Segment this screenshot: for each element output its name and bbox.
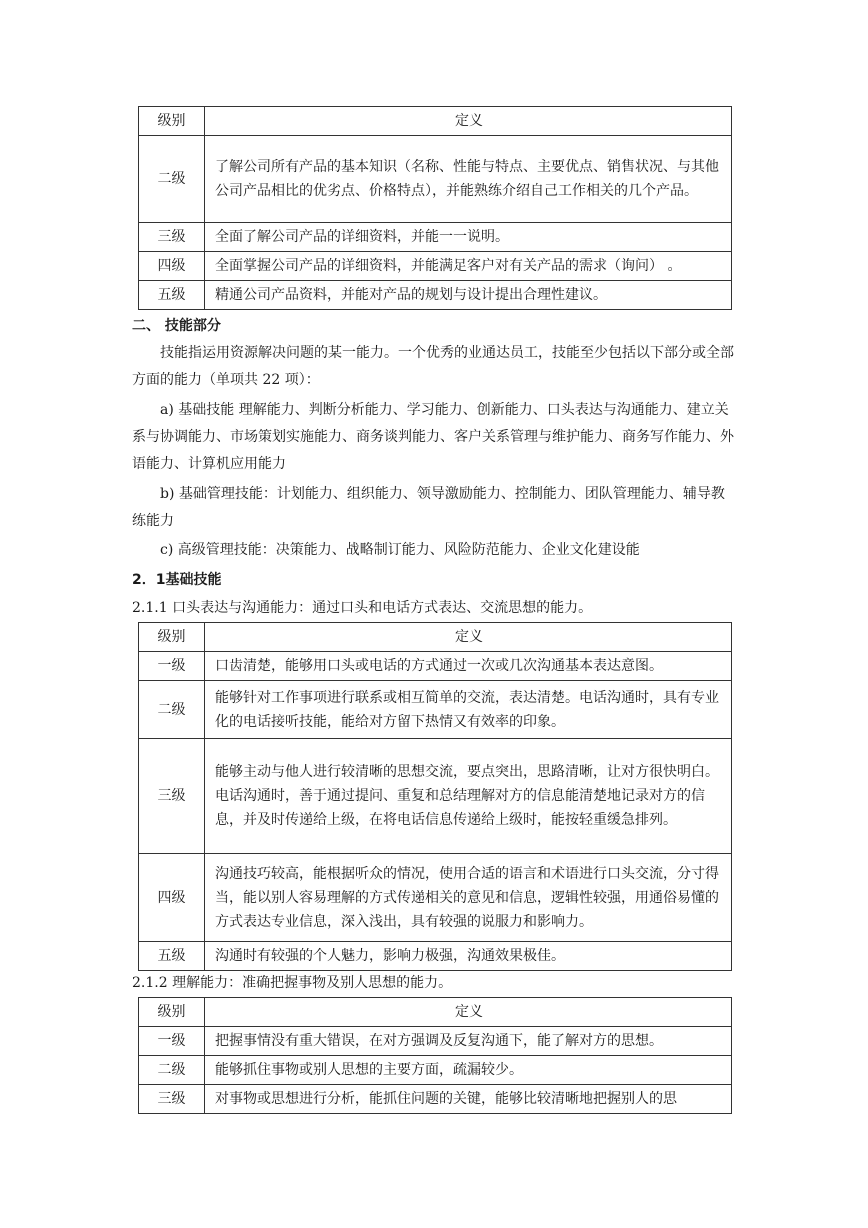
communication-ability-table [138, 622, 732, 971]
subsection-heading-basic-skills: 2．1基础技能 [132, 572, 222, 588]
table-row [139, 681, 732, 739]
level-cell: 五级 [139, 942, 205, 971]
table-header-row [139, 998, 732, 1027]
definition-cell: 精通公司产品资料，并能对产品的规划与设计提出合理性建议。 [205, 281, 732, 310]
table-row [139, 1085, 732, 1114]
table-row [139, 252, 732, 281]
subsection-2-1-2-title: 2.1.2 理解能力：准确把握事物及别人思想的能力。 [132, 975, 453, 991]
level-cell: 一级 [139, 652, 205, 681]
table-row [139, 281, 732, 310]
table-row [139, 942, 732, 971]
definition-cell: 沟通时有较强的个人魅力，影响力极强，沟通效果极佳。 [205, 942, 732, 971]
level-cell: 四级 [139, 252, 205, 281]
level-cell: 一级 [139, 1027, 205, 1056]
header-definition: 定义 [205, 623, 732, 652]
header-level: 级别 [139, 107, 205, 136]
skill-list-item-b: b) 基础管理技能：计划能力、组织能力、领导激励能力、控制能力、团队管理能力、辅导教练能力 [132, 486, 725, 529]
definition-cell: 能够抓住事物或别人思想的主要方面，疏漏较少。 [205, 1056, 732, 1085]
table-header-row [139, 107, 732, 136]
level-cell: 五级 [139, 281, 205, 310]
skills-intro-paragraph: 技能指运用资源解决问题的某一能力。一个优秀的业通达员工，技能至少包括以下部分或全部方面的能力（单项共 22 项）： [132, 345, 734, 388]
definition-cell: 全面掌握公司产品的详细资料，并能满足客户对有关产品的需求（询问） 。 [205, 252, 732, 281]
section-heading-skills: 二、 技能部分 [132, 318, 221, 334]
definition-cell: 全面了解公司产品的详细资料，并能一一说明。 [205, 223, 732, 252]
level-cell: 四级 [139, 854, 205, 942]
level-cell: 三级 [139, 223, 205, 252]
definition-cell: 能够主动与他人进行较清晰的思想交流，要点突出，思路清晰，让对方很快明白。电话沟通时，善于通过提问、重复和总结理解对方的信息能清楚地记录对方的信息，并及时传递给上级，在将电话信息传递给上级时，能按轻重缓急排列。 [205, 739, 732, 854]
definition-cell: 口齿清楚，能够用口头或电话的方式通过一次或几次沟通基本表达意图。 [205, 652, 732, 681]
table-row [139, 652, 732, 681]
level-cell: 二级 [139, 136, 205, 223]
level-cell: 二级 [139, 681, 205, 739]
understanding-ability-table [138, 997, 732, 1114]
table-row [139, 1027, 732, 1056]
definition-cell: 沟通技巧较高，能根据听众的情况，使用合适的语言和术语进行口头交流，分寸得当，能以别人容易理解的方式传递相关的意见和信息，逻辑性较强，用通俗易懂的方式表达专业信息，深入浅出，具有较强的说服力和影响力。 [205, 854, 732, 942]
header-definition: 定义 [205, 998, 732, 1027]
table-row [139, 223, 732, 252]
definition-cell: 能够针对工作事项进行联系或相互简单的交流，表达清楚。电话沟通时，具有专业化的电话接听技能，能给对方留下热情又有效率的印象。 [205, 681, 732, 739]
table-row [139, 1056, 732, 1085]
table-row [139, 739, 732, 854]
header-definition: 定义 [205, 107, 732, 136]
table-row [139, 854, 732, 942]
header-level: 级别 [139, 623, 205, 652]
skill-list-item-c: c) 高级管理技能：决策能力、战略制订能力、风险防范能力、企业文化建设能 [160, 542, 640, 558]
product-knowledge-table [138, 106, 732, 310]
table-header-row [139, 623, 732, 652]
definition-cell: 了解公司所有产品的基本知识（名称、性能与特点、主要优点、销售状况、与其他公司产品相比的优劣点、价格特点），并能熟练介绍自己工作相关的几个产品。 [205, 136, 732, 223]
level-cell: 二级 [139, 1056, 205, 1085]
level-cell: 三级 [139, 739, 205, 854]
header-level: 级别 [139, 998, 205, 1027]
definition-cell: 把握事情没有重大错误，在对方强调及反复沟通下，能了解对方的思想。 [205, 1027, 732, 1056]
subsection-2-1-1-title: 2.1.1 口头表达与沟通能力：通过口头和电话方式表达、交流思想的能力。 [132, 600, 593, 616]
definition-cell: 对事物或思想进行分析，能抓住问题的关键，能够比较清晰地把握别人的思 [205, 1085, 732, 1114]
table-row [139, 136, 732, 223]
skill-list-item-a: a) 基础技能 理解能力、判断分析能力、学习能力、创新能力、口头表达与沟通能力、建立关系与协调能力、市场策划实施能力、商务谈判能力、客户关系管理与维护能力、商务写作能力、外语能力、计算机应用能力 [132, 402, 734, 472]
level-cell: 三级 [139, 1085, 205, 1114]
